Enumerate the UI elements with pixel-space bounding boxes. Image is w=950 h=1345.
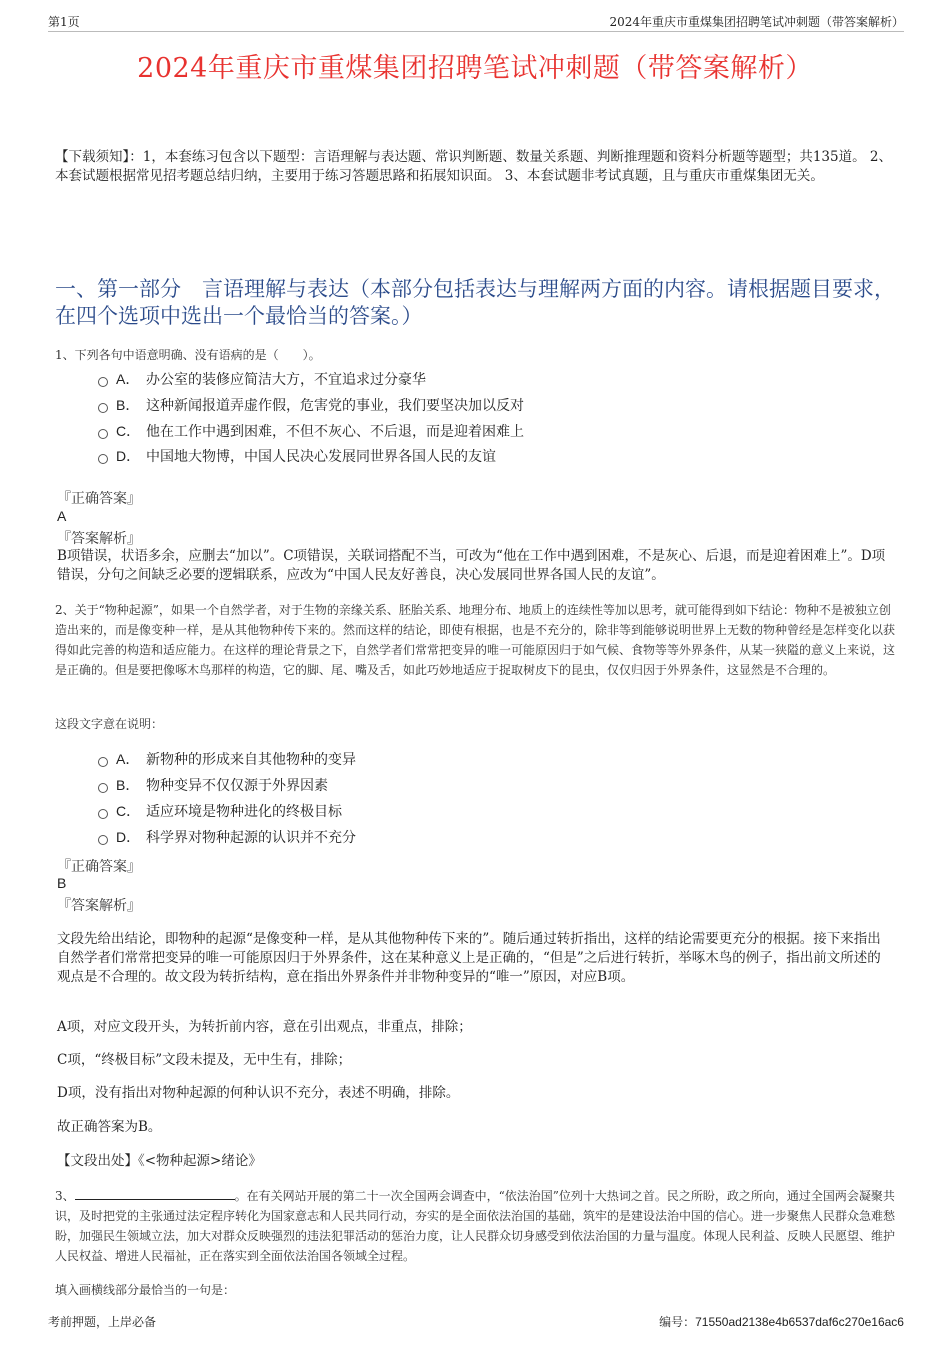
q2-analysis-option-c: C项，“终极目标”文段未提及，无中生有，排除； <box>57 1052 352 1068</box>
option-text: 物种变异不仅仅源于外界因素 <box>146 778 328 794</box>
q3-number: 3、 <box>55 1189 75 1203</box>
q1-option-c[interactable] <box>98 420 524 442</box>
q2-analysis-label: 『答案解析』 <box>57 898 141 914</box>
q2-analysis: 文段先给出结论，即物种的起源“是像变种一样，是从其他物种传下来的”。随后通过转折指出，这样的结论需要更充分的根据。接下来指出自然学者们常常把变异的唯一可能原因归于外界条件，这在某种意义上是正确的，“但是”之后进行转折，举啄木鸟的例子，指出前文所述的观点是不合理的。故文段为转折结构，意在指出外界条件并非物种变异的“唯一”原因，对应B项。 <box>57 931 881 985</box>
footer-slogan: 考前押题，上岸必备 <box>48 1315 157 1329</box>
option-letter: D． <box>116 448 141 464</box>
option-letter: A． <box>116 751 140 767</box>
q2-answer-label: 『正确答案』 <box>57 859 141 875</box>
q1-option-d[interactable] <box>98 445 496 467</box>
q1-analysis-label: 『答案解析』 <box>57 531 141 547</box>
option-text: 科学界对物种起源的认识并不充分 <box>146 830 356 846</box>
section-heading: 一、第一部分 言语理解与表达（本部分包括表达与理解两方面的内容。请根据题目要求，在四个选项中选出一个最恰当的答案。） <box>55 277 895 328</box>
radio-icon[interactable] <box>98 403 108 413</box>
page-title: 2024年重庆市重煤集团招聘笔试冲刺题（带答案解析） <box>137 53 813 84</box>
q2-analysis-option-a: A项，对应文段开头，为转折前内容，意在引出观点，非重点，排除； <box>57 1019 472 1035</box>
option-text: 办公室的装修应简洁大方，不宜追求过分豪华 <box>146 372 426 388</box>
radio-icon[interactable] <box>98 377 108 387</box>
q2-analysis-option-d: D项，没有指出对物种起源的何种认识不充分，表述不明确，排除。 <box>57 1085 460 1101</box>
q2-source: 【文段出处】《<物种起源>绪论》 <box>57 1153 262 1169</box>
option-letter: A． <box>116 371 140 387</box>
q2-option-a[interactable] <box>98 748 356 770</box>
q2-option-c[interactable] <box>98 800 342 822</box>
download-notice: 【下载须知】：1，本套练习包含以下题型：言语理解与表达题、常识判断题、数量关系题、判断推理题和资料分析题等题型；共135道。 2、本套试题根据常见招考题总结归纳，主要用于练习答题思路和拓展知识面。 3、本套试题非考试真题，且与重庆市重煤集团无关。 <box>55 149 892 184</box>
option-letter: C． <box>116 423 141 439</box>
radio-icon[interactable] <box>98 835 108 845</box>
option-letter: C． <box>116 803 141 819</box>
option-text: 这种新闻报道弄虚作假，危害党的事业，我们要坚决加以反对 <box>146 398 524 414</box>
radio-icon[interactable] <box>98 429 108 439</box>
q3-prompt: 填入画横线部分最恰当的一句是： <box>55 1283 236 1297</box>
header-divider <box>48 31 904 32</box>
option-text: 适应环境是物种进化的终极目标 <box>146 804 342 820</box>
page-number-label: 第1页 <box>48 15 80 29</box>
radio-icon[interactable] <box>98 454 108 464</box>
q1-stem: 1、下列各句中语意明确、没有语病的是（ ）。 <box>55 348 321 362</box>
q1-answer-label: 『正确答案』 <box>57 491 141 507</box>
q1-analysis: B项错误，状语多余，应删去“加以”。C项错误，关联词搭配不当，可改为“他在工作中遇到困难，不是灰心、后退，而是迎着困难上”。D项错误，分句之间缺乏必要的逻辑联系，应改为“中国人民友好善良，决心发展同世界各国人民的友谊”。 <box>57 548 886 583</box>
header-doc-title: 2024年重庆市重煤集团招聘笔试冲刺题（带答案解析） <box>609 15 904 29</box>
fill-blank[interactable] <box>75 1187 235 1200</box>
q2-prompt: 这段文字意在说明： <box>55 717 164 731</box>
q3-stem-block <box>55 1186 895 1266</box>
option-text: 他在工作中遇到困难，不但不灰心、不后退，而是迎着困难上 <box>146 424 524 440</box>
option-text: 中国地大物博，中国人民决心发展同世界各国人民的友谊 <box>146 449 496 465</box>
q2-option-d[interactable] <box>98 826 356 848</box>
radio-icon[interactable] <box>98 783 108 793</box>
q2-stem: 2、关于“物种起源”，如果一个自然学者，对于生物的亲缘关系、胚胎关系、地理分布、地质上的连续性等加以思考，就可能得到如下结论：物种不是被独立创造出来的，而是像变种一样，是从其他物种传下来的。然而这样的结论，即使有根据，也是不充分的，除非等到能够说明世界上无数的物种曾经是怎样变化以获得如此完善的构造和适应能力。在这样的理论背景之下，自然学者们常常把变异的唯一可能原因归于如气候、食物等等外界条件，从某一狭隘的意义上来说，这是正确的。但是要把像啄木鸟那样的构造，它的脚、尾、嘴及舌，如此巧妙地适应于捉取树皮下的昆虫，仅仅归因于外界条件，这显然是不合理的。 <box>55 603 896 677</box>
q2-conclusion: 故正确答案为B。 <box>57 1119 162 1135</box>
radio-icon[interactable] <box>98 757 108 767</box>
option-letter: D． <box>116 829 141 845</box>
option-letter: B． <box>116 777 140 793</box>
q1-option-b[interactable] <box>98 394 524 416</box>
q1-answer: A <box>57 508 67 524</box>
option-letter: B． <box>116 397 140 413</box>
option-text: 新物种的形成来自其他物种的变异 <box>146 752 356 768</box>
q2-option-b[interactable] <box>98 774 328 796</box>
q3-stem: 。在有关网站开展的第二十一次全国两会调查中，“依法治国”位列十大热词之首。民之所盼，政之所向，通过全国两会凝聚共识，及时把党的主张通过法定程序转化为国家意志和人民共同行动，夯实的是全面依法治国的基础，筑牢的是建设法治中国的信心。进一步聚焦人民群众急难愁盼，加强民生领域立法，加大对群众反映强烈的违法犯罪活动的惩治力度，让人民群众切身感受到依法治国的力量与温度。体现人民利益、反映人民愿望、维护人民权益、增进人民福祉，正在落实到全面依法治国各领域全过程。 <box>55 1189 896 1263</box>
footer-doc-id: 编号：71550ad2138e4b6537daf6c270e16ac6 <box>659 1315 904 1329</box>
q2-answer: B <box>57 875 67 891</box>
radio-icon[interactable] <box>98 809 108 819</box>
q1-option-a[interactable] <box>98 368 426 390</box>
